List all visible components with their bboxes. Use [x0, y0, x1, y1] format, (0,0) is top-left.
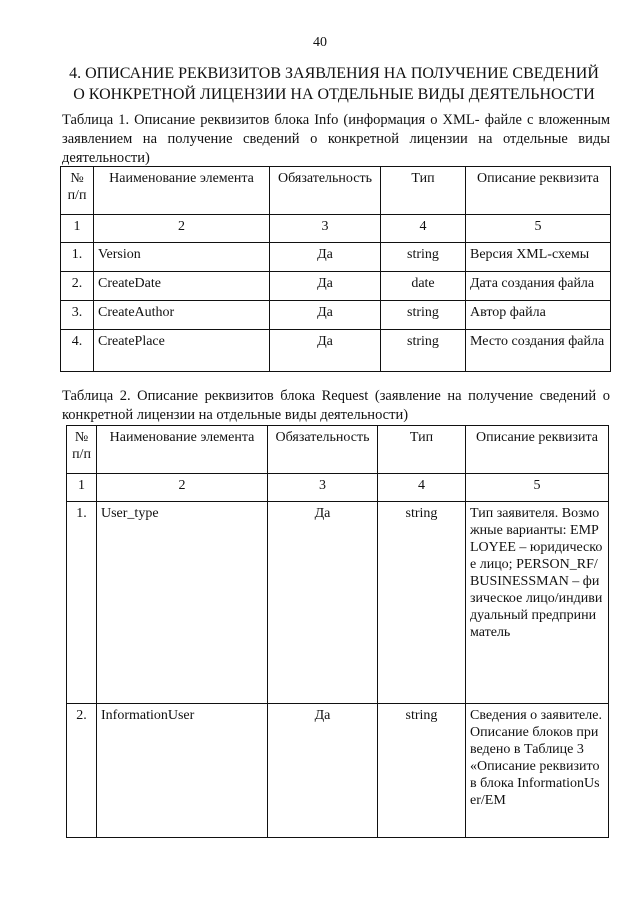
type-value: string: [381, 301, 466, 330]
row-number: 4.: [61, 330, 94, 372]
table1-caption: Таблица 1. Описание реквизитов блока Info (информация о XML- файле с вложенным заявлением на получение сведений о конкретной лицензии на отдельные виды деятельности): [62, 112, 610, 166]
element-name: CreatePlace: [94, 330, 270, 372]
table1-header-desc: Описание реквизита: [466, 167, 611, 215]
table2-caption: Таблица 2. Описание реквизитов блока Request (заявление на получение сведений о конкретной лицензии на отдельные виды деятельности): [62, 388, 610, 423]
table1-col-number: 4: [381, 215, 466, 243]
table2-col-number: 5: [466, 474, 609, 502]
description-value: Тип заявителя. Возможные варианты: EMPLOYEE – юридическое лицо; PERSON_RF/BUSINESSMAN – физическое лицо/индивидуальный предприниматель: [466, 502, 609, 704]
row-number: 2.: [61, 272, 94, 301]
table2-header-desc: Описание реквизита: [466, 426, 609, 474]
table2-header-row: [67, 426, 609, 474]
table1-col-number: 5: [466, 215, 611, 243]
table1-col-number: 1: [61, 215, 94, 243]
table2-numbering-row: [67, 474, 609, 502]
required-value: Да: [270, 330, 381, 372]
table1-header-name: Наименование элемента: [94, 167, 270, 215]
required-value: Да: [268, 502, 378, 704]
table1-numbering-row: [61, 215, 611, 243]
row-number: 2.: [67, 704, 97, 838]
row-number: 1.: [61, 243, 94, 272]
table2-col-number: 1: [67, 474, 97, 502]
table1-header-type: Тип: [381, 167, 466, 215]
table-row: [61, 301, 611, 330]
table2-col-number: 2: [97, 474, 268, 502]
type-value: string: [381, 243, 466, 272]
type-value: string: [378, 502, 466, 704]
table1: [60, 166, 611, 372]
type-value: string: [381, 330, 466, 372]
table1-col-number: 2: [94, 215, 270, 243]
table-row: [61, 243, 611, 272]
row-number: 3.: [61, 301, 94, 330]
table2-header-required: Обязательность: [268, 426, 378, 474]
required-value: Да: [268, 704, 378, 838]
table1-header-required: Обязательность: [270, 167, 381, 215]
element-name: User_type: [97, 502, 268, 704]
type-value: string: [378, 704, 466, 838]
description-value: Сведения о заявителе. Описание блоков приведено в Таблице 3 «Описание реквизитов блока InformationUser/EM: [466, 704, 609, 838]
description-value: Автор файла: [466, 301, 611, 330]
description-value: Дата создания файла: [466, 272, 611, 301]
element-name: InformationUser: [97, 704, 268, 838]
row-number: 1.: [67, 502, 97, 704]
element-name: Version: [94, 243, 270, 272]
table1-header-row: [61, 167, 611, 215]
table2-header-type: Тип: [378, 426, 466, 474]
table2-col-number: 4: [378, 474, 466, 502]
element-name: CreateDate: [94, 272, 270, 301]
page-number: 40: [313, 35, 327, 50]
table2-col-number: 3: [268, 474, 378, 502]
description-value: Место создания файла: [466, 330, 611, 372]
table-row: [61, 272, 611, 301]
table1-header-num: № п/п: [61, 167, 94, 215]
required-value: Да: [270, 301, 381, 330]
section-title: 4. ОПИСАНИЕ РЕКВИЗИТОВ ЗАЯВЛЕНИЯ НА ПОЛУЧЕНИЕ СВЕДЕНИЙ О КОНКРЕТНОЙ ЛИЦЕНЗИИ НА ОТДЕЛЬНЫЕ ВИДЫ ДЕЯТЕЛЬНОСТИ: [69, 65, 599, 103]
table2-header-num: № п/п: [67, 426, 97, 474]
required-value: Да: [270, 272, 381, 301]
element-name: CreateAuthor: [94, 301, 270, 330]
table-row: [67, 704, 609, 838]
table1-col-number: 3: [270, 215, 381, 243]
description-value: Версия XML-схемы: [466, 243, 611, 272]
required-value: Да: [270, 243, 381, 272]
table2: [66, 425, 609, 838]
table-row: [61, 330, 611, 372]
table2-header-name: Наименование элемента: [97, 426, 268, 474]
type-value: date: [381, 272, 466, 301]
table-row: [67, 502, 609, 704]
